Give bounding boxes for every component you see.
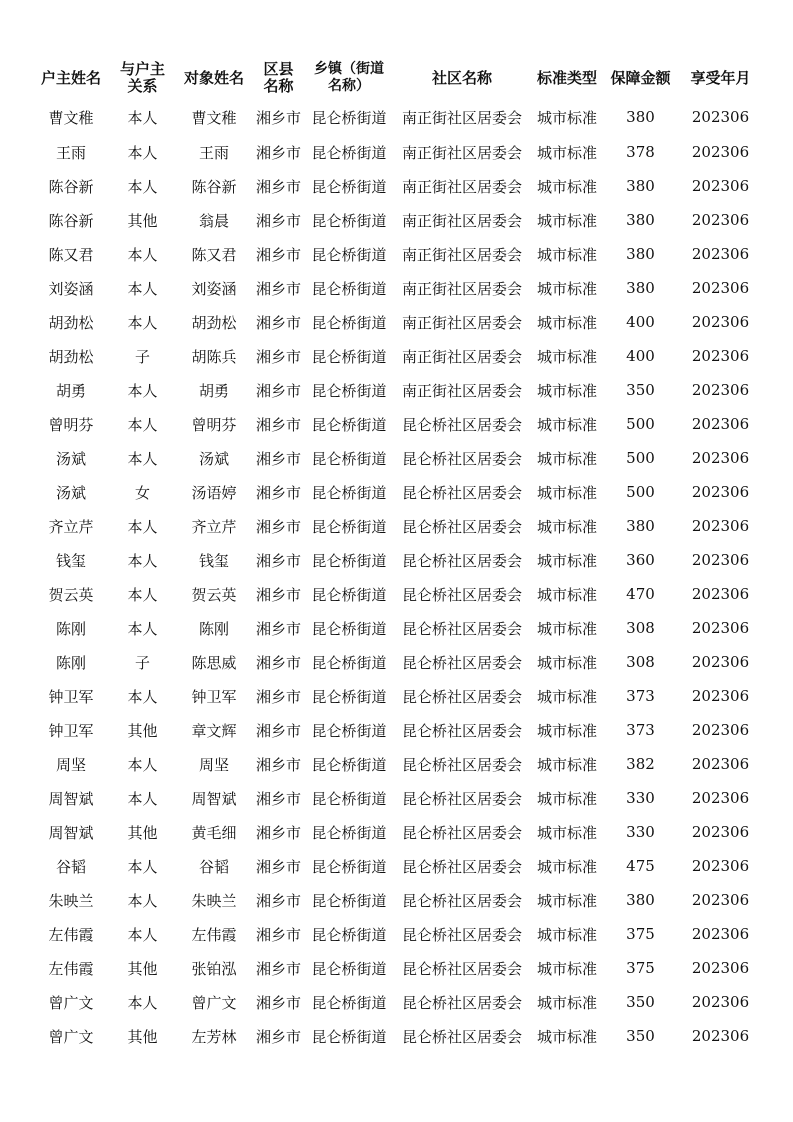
recipient-name-cell: 贺云英	[191, 585, 237, 604]
standard-type-cell: 城市标准	[536, 449, 597, 468]
county-cell: 湘乡市	[255, 959, 301, 978]
community-cell: 昆仑桥社区居委会	[401, 687, 522, 706]
community-cell: 南正街社区居委会	[401, 279, 522, 298]
standard-type-cell: 城市标准	[536, 483, 597, 502]
township-cell: 昆仑桥街道	[311, 721, 387, 740]
township-cell: 昆仑桥街道	[311, 857, 387, 876]
table-row	[33, 169, 763, 203]
recipient-name-cell: 汤语婷	[191, 483, 237, 502]
header-relation: 与户主 关系	[119, 60, 165, 95]
relation-cell: 本人	[127, 108, 158, 127]
county-cell: 湘乡市	[255, 279, 301, 298]
community-cell: 昆仑桥社区居委会	[401, 551, 522, 570]
standard-type-cell: 城市标准	[536, 381, 597, 400]
county-cell: 湘乡市	[255, 108, 301, 127]
county-cell: 湘乡市	[255, 211, 301, 230]
county-cell: 湘乡市	[255, 551, 301, 570]
table-row	[33, 271, 763, 305]
county-cell: 湘乡市	[255, 415, 301, 434]
township-cell: 昆仑桥街道	[311, 993, 387, 1012]
table-row	[33, 237, 763, 271]
recipient-name-cell: 周智斌	[191, 789, 237, 808]
table-row	[33, 305, 763, 339]
recipient-name-cell: 朱映兰	[191, 891, 237, 910]
household-head-cell: 胡劲松	[48, 313, 94, 332]
table-row	[33, 441, 763, 475]
household-head-cell: 谷韬	[55, 857, 86, 876]
table-row	[33, 543, 763, 577]
household-head-cell: 陈刚	[55, 619, 86, 638]
standard-type-cell: 城市标准	[536, 823, 597, 842]
county-cell: 湘乡市	[255, 585, 301, 604]
amount-cell: 470	[626, 585, 655, 603]
county-cell: 湘乡市	[255, 1027, 301, 1046]
township-cell: 昆仑桥街道	[311, 279, 387, 298]
township-cell: 昆仑桥街道	[311, 415, 387, 434]
community-cell: 南正街社区居委会	[401, 347, 522, 366]
household-head-cell: 钱玺	[55, 551, 86, 570]
table-row	[33, 883, 763, 917]
table-row	[33, 1019, 763, 1053]
township-cell: 昆仑桥街道	[311, 653, 387, 672]
township-cell: 昆仑桥街道	[311, 619, 387, 638]
period-cell: 202306	[691, 925, 750, 943]
county-cell: 湘乡市	[255, 653, 301, 672]
household-head-cell: 曾广文	[48, 1027, 94, 1046]
county-cell: 湘乡市	[255, 245, 301, 264]
recipient-name-cell: 张铂泓	[191, 959, 237, 978]
table-row	[33, 713, 763, 747]
amount-cell: 380	[626, 279, 655, 297]
household-head-cell: 曾广文	[48, 993, 94, 1012]
table-row	[33, 509, 763, 543]
amount-cell: 330	[626, 789, 655, 807]
township-cell: 昆仑桥街道	[311, 959, 387, 978]
recipient-name-cell: 曾广文	[191, 993, 237, 1012]
table-row	[33, 747, 763, 781]
county-cell: 湘乡市	[255, 993, 301, 1012]
period-cell: 202306	[691, 449, 750, 467]
amount-cell: 500	[626, 415, 655, 433]
relation-cell: 本人	[127, 789, 158, 808]
household-head-cell: 曹文稚	[48, 108, 94, 127]
relation-cell: 本人	[127, 415, 158, 434]
community-cell: 昆仑桥社区居委会	[401, 449, 522, 468]
community-cell: 昆仑桥社区居委会	[401, 1027, 522, 1046]
relation-cell: 本人	[127, 687, 158, 706]
period-cell: 202306	[691, 483, 750, 501]
household-head-cell: 左伟霞	[48, 959, 94, 978]
community-cell: 昆仑桥社区居委会	[401, 925, 522, 944]
community-cell: 昆仑桥社区居委会	[401, 653, 522, 672]
community-cell: 昆仑桥社区居委会	[401, 483, 522, 502]
household-head-cell: 周智斌	[48, 823, 94, 842]
relation-cell: 其他	[127, 211, 158, 230]
community-cell: 昆仑桥社区居委会	[401, 755, 522, 774]
household-head-cell: 陈刚	[55, 653, 86, 672]
community-cell: 昆仑桥社区居委会	[401, 721, 522, 740]
township-cell: 昆仑桥街道	[311, 381, 387, 400]
recipient-name-cell: 胡陈兵	[191, 347, 237, 366]
standard-type-cell: 城市标准	[536, 959, 597, 978]
recipient-name-cell: 黄毛细	[191, 823, 237, 842]
period-cell: 202306	[691, 959, 750, 977]
township-cell: 昆仑桥街道	[311, 551, 387, 570]
township-cell: 昆仑桥街道	[311, 108, 387, 127]
recipient-name-cell: 胡勇	[198, 381, 229, 400]
standard-type-cell: 城市标准	[536, 177, 597, 196]
recipient-name-cell: 翁晨	[198, 211, 229, 230]
township-cell: 昆仑桥街道	[311, 211, 387, 230]
table-row	[33, 611, 763, 645]
relation-cell: 本人	[127, 585, 158, 604]
standard-type-cell: 城市标准	[536, 108, 597, 127]
amount-cell: 380	[626, 891, 655, 909]
recipient-name-cell: 曾明芬	[191, 415, 237, 434]
amount-cell: 378	[626, 143, 655, 161]
standard-type-cell: 城市标准	[536, 891, 597, 910]
table-row	[33, 373, 763, 407]
period-cell: 202306	[691, 755, 750, 773]
amount-cell: 500	[626, 449, 655, 467]
township-cell: 昆仑桥街道	[311, 177, 387, 196]
table-row	[33, 815, 763, 849]
standard-type-cell: 城市标准	[536, 143, 597, 162]
header-period: 享受年月	[690, 68, 751, 87]
township-cell: 昆仑桥街道	[311, 789, 387, 808]
community-cell: 南正街社区居委会	[401, 177, 522, 196]
table-row	[33, 475, 763, 509]
relation-cell: 本人	[127, 925, 158, 944]
amount-cell: 475	[626, 857, 655, 875]
recipient-name-cell: 左伟霞	[191, 925, 237, 944]
standard-type-cell: 城市标准	[536, 551, 597, 570]
table-row	[33, 951, 763, 985]
recipient-name-cell: 刘姿涵	[191, 279, 237, 298]
household-head-cell: 刘姿涵	[48, 279, 94, 298]
period-cell: 202306	[691, 721, 750, 739]
community-cell: 南正街社区居委会	[401, 313, 522, 332]
period-cell: 202306	[691, 993, 750, 1011]
table-row	[33, 407, 763, 441]
relation-cell: 本人	[127, 143, 158, 162]
relation-cell: 本人	[127, 619, 158, 638]
period-cell: 202306	[691, 313, 750, 331]
amount-cell: 360	[626, 551, 655, 569]
relation-cell: 本人	[127, 891, 158, 910]
household-head-cell: 陈谷新	[48, 211, 94, 230]
relation-cell: 子	[134, 653, 150, 672]
community-cell: 昆仑桥社区居委会	[401, 891, 522, 910]
recipient-name-cell: 钱玺	[198, 551, 229, 570]
amount-cell: 375	[626, 959, 655, 977]
period-cell: 202306	[691, 211, 750, 229]
standard-type-cell: 城市标准	[536, 993, 597, 1012]
table-row	[33, 985, 763, 1019]
amount-cell: 375	[626, 925, 655, 943]
period-cell: 202306	[691, 857, 750, 875]
recipient-name-cell: 王雨	[198, 143, 229, 162]
county-cell: 湘乡市	[255, 619, 301, 638]
relation-cell: 本人	[127, 279, 158, 298]
amount-cell: 500	[626, 483, 655, 501]
recipient-name-cell: 陈谷新	[191, 177, 237, 196]
county-cell: 湘乡市	[255, 857, 301, 876]
table-row	[33, 135, 763, 169]
amount-cell: 350	[626, 993, 655, 1011]
period-cell: 202306	[691, 891, 750, 909]
relief-recipients-table	[33, 57, 763, 1053]
community-cell: 昆仑桥社区居委会	[401, 415, 522, 434]
county-cell: 湘乡市	[255, 381, 301, 400]
township-cell: 昆仑桥街道	[311, 925, 387, 944]
amount-cell: 400	[626, 347, 655, 365]
township-cell: 昆仑桥街道	[311, 245, 387, 264]
amount-cell: 308	[626, 619, 655, 637]
table-row	[33, 679, 763, 713]
relation-cell: 女	[134, 483, 150, 502]
standard-type-cell: 城市标准	[536, 857, 597, 876]
period-cell: 202306	[691, 687, 750, 705]
community-cell: 南正街社区居委会	[401, 143, 522, 162]
period-cell: 202306	[691, 177, 750, 195]
household-head-cell: 齐立芹	[48, 517, 94, 536]
relation-cell: 本人	[127, 245, 158, 264]
recipient-name-cell: 汤斌	[198, 449, 229, 468]
county-cell: 湘乡市	[255, 755, 301, 774]
relation-cell: 本人	[127, 177, 158, 196]
standard-type-cell: 城市标准	[536, 517, 597, 536]
county-cell: 湘乡市	[255, 517, 301, 536]
township-cell: 昆仑桥街道	[311, 891, 387, 910]
relation-cell: 本人	[127, 381, 158, 400]
township-cell: 昆仑桥街道	[311, 823, 387, 842]
relation-cell: 本人	[127, 857, 158, 876]
standard-type-cell: 城市标准	[536, 619, 597, 638]
recipient-name-cell: 陈思威	[191, 653, 237, 672]
relation-cell: 其他	[127, 721, 158, 740]
table-body	[33, 99, 763, 1053]
relation-cell: 本人	[127, 517, 158, 536]
county-cell: 湘乡市	[255, 687, 301, 706]
county-cell: 湘乡市	[255, 891, 301, 910]
household-head-cell: 钟卫军	[48, 687, 94, 706]
table-row	[33, 339, 763, 373]
township-cell: 昆仑桥街道	[311, 143, 387, 162]
recipient-name-cell: 齐立芹	[191, 517, 237, 536]
community-cell: 昆仑桥社区居委会	[401, 585, 522, 604]
county-cell: 湘乡市	[255, 177, 301, 196]
period-cell: 202306	[691, 551, 750, 569]
standard-type-cell: 城市标准	[536, 687, 597, 706]
period-cell: 202306	[691, 143, 750, 161]
period-cell: 202306	[691, 789, 750, 807]
recipient-name-cell: 陈又君	[191, 245, 237, 264]
header-amount: 保障金额	[610, 68, 671, 87]
recipient-name-cell: 左芳林	[191, 1027, 237, 1046]
relation-cell: 其他	[127, 823, 158, 842]
standard-type-cell: 城市标准	[536, 279, 597, 298]
amount-cell: 380	[626, 108, 655, 126]
relation-cell: 本人	[127, 755, 158, 774]
standard-type-cell: 城市标准	[536, 721, 597, 740]
household-head-cell: 朱映兰	[48, 891, 94, 910]
county-cell: 湘乡市	[255, 789, 301, 808]
header-household-head: 户主姓名	[40, 68, 101, 87]
header-county: 区县 名称	[263, 60, 294, 95]
household-head-cell: 陈又君	[48, 245, 94, 264]
table-row	[33, 781, 763, 815]
period-cell: 202306	[691, 245, 750, 263]
standard-type-cell: 城市标准	[536, 925, 597, 944]
township-cell: 昆仑桥街道	[311, 517, 387, 536]
table-row	[33, 577, 763, 611]
period-cell: 202306	[691, 1027, 750, 1045]
amount-cell: 373	[626, 687, 655, 705]
period-cell: 202306	[691, 517, 750, 535]
amount-cell: 380	[626, 211, 655, 229]
community-cell: 昆仑桥社区居委会	[401, 959, 522, 978]
community-cell: 南正街社区居委会	[401, 211, 522, 230]
recipient-name-cell: 钟卫军	[191, 687, 237, 706]
community-cell: 昆仑桥社区居委会	[401, 857, 522, 876]
township-cell: 昆仑桥街道	[311, 585, 387, 604]
period-cell: 202306	[691, 585, 750, 603]
amount-cell: 330	[626, 823, 655, 841]
household-head-cell: 陈谷新	[48, 177, 94, 196]
amount-cell: 373	[626, 721, 655, 739]
relation-cell: 其他	[127, 1027, 158, 1046]
table-row	[33, 917, 763, 951]
township-cell: 昆仑桥街道	[311, 1027, 387, 1046]
header-row	[33, 57, 763, 99]
household-head-cell: 左伟霞	[48, 925, 94, 944]
household-head-cell: 曾明芬	[48, 415, 94, 434]
county-cell: 湘乡市	[255, 449, 301, 468]
standard-type-cell: 城市标准	[536, 755, 597, 774]
standard-type-cell: 城市标准	[536, 211, 597, 230]
household-head-cell: 胡勇	[55, 381, 86, 400]
township-cell: 昆仑桥街道	[311, 755, 387, 774]
table-header	[33, 57, 763, 99]
township-cell: 昆仑桥街道	[311, 449, 387, 468]
household-head-cell: 周智斌	[48, 789, 94, 808]
period-cell: 202306	[691, 415, 750, 433]
standard-type-cell: 城市标准	[536, 415, 597, 434]
county-cell: 湘乡市	[255, 313, 301, 332]
standard-type-cell: 城市标准	[536, 245, 597, 264]
county-cell: 湘乡市	[255, 925, 301, 944]
household-head-cell: 胡劲松	[48, 347, 94, 366]
household-head-cell: 周坚	[55, 755, 86, 774]
relation-cell: 本人	[127, 449, 158, 468]
standard-type-cell: 城市标准	[536, 313, 597, 332]
amount-cell: 350	[626, 1027, 655, 1045]
relation-cell: 本人	[127, 993, 158, 1012]
community-cell: 南正街社区居委会	[401, 245, 522, 264]
amount-cell: 400	[626, 313, 655, 331]
period-cell: 202306	[691, 653, 750, 671]
standard-type-cell: 城市标准	[536, 789, 597, 808]
table-row	[33, 645, 763, 679]
amount-cell: 380	[626, 517, 655, 535]
standard-type-cell: 城市标准	[536, 585, 597, 604]
recipient-name-cell: 谷韬	[198, 857, 229, 876]
period-cell: 202306	[691, 823, 750, 841]
period-cell: 202306	[691, 381, 750, 399]
standard-type-cell: 城市标准	[536, 653, 597, 672]
table-row	[33, 203, 763, 237]
standard-type-cell: 城市标准	[536, 1027, 597, 1046]
community-cell: 南正街社区居委会	[401, 108, 522, 127]
recipient-name-cell: 曹文稚	[191, 108, 237, 127]
amount-cell: 380	[626, 245, 655, 263]
township-cell: 昆仑桥街道	[311, 687, 387, 706]
period-cell: 202306	[691, 619, 750, 637]
recipient-name-cell: 周坚	[198, 755, 229, 774]
township-cell: 昆仑桥街道	[311, 313, 387, 332]
county-cell: 湘乡市	[255, 721, 301, 740]
household-head-cell: 王雨	[55, 143, 86, 162]
community-cell: 昆仑桥社区居委会	[401, 619, 522, 638]
household-head-cell: 汤斌	[55, 449, 86, 468]
period-cell: 202306	[691, 347, 750, 365]
amount-cell: 350	[626, 381, 655, 399]
amount-cell: 380	[626, 177, 655, 195]
period-cell: 202306	[691, 279, 750, 297]
relation-cell: 本人	[127, 313, 158, 332]
county-cell: 湘乡市	[255, 483, 301, 502]
amount-cell: 308	[626, 653, 655, 671]
recipient-name-cell: 胡劲松	[191, 313, 237, 332]
header-township: 乡镇（街道 名称）	[314, 61, 384, 94]
county-cell: 湘乡市	[255, 347, 301, 366]
county-cell: 湘乡市	[255, 143, 301, 162]
recipient-name-cell: 章文辉	[191, 721, 237, 740]
relation-cell: 子	[134, 347, 150, 366]
county-cell: 湘乡市	[255, 823, 301, 842]
relation-cell: 其他	[127, 959, 158, 978]
community-cell: 昆仑桥社区居委会	[401, 823, 522, 842]
community-cell: 昆仑桥社区居委会	[401, 993, 522, 1012]
township-cell: 昆仑桥街道	[311, 483, 387, 502]
community-cell: 南正街社区居委会	[401, 381, 522, 400]
standard-type-cell: 城市标准	[536, 347, 597, 366]
table-row	[33, 849, 763, 883]
header-standard-type: 标准类型	[536, 68, 597, 87]
recipient-name-cell: 陈刚	[198, 619, 229, 638]
amount-cell: 382	[626, 755, 655, 773]
relation-cell: 本人	[127, 551, 158, 570]
header-recipient-name: 对象姓名	[183, 68, 244, 87]
period-cell: 202306	[691, 108, 750, 126]
household-head-cell: 汤斌	[55, 483, 86, 502]
household-head-cell: 贺云英	[48, 585, 94, 604]
household-head-cell: 钟卫军	[48, 721, 94, 740]
header-community: 社区名称	[431, 68, 492, 87]
table-row	[33, 99, 763, 135]
community-cell: 昆仑桥社区居委会	[401, 517, 522, 536]
community-cell: 昆仑桥社区居委会	[401, 789, 522, 808]
township-cell: 昆仑桥街道	[311, 347, 387, 366]
